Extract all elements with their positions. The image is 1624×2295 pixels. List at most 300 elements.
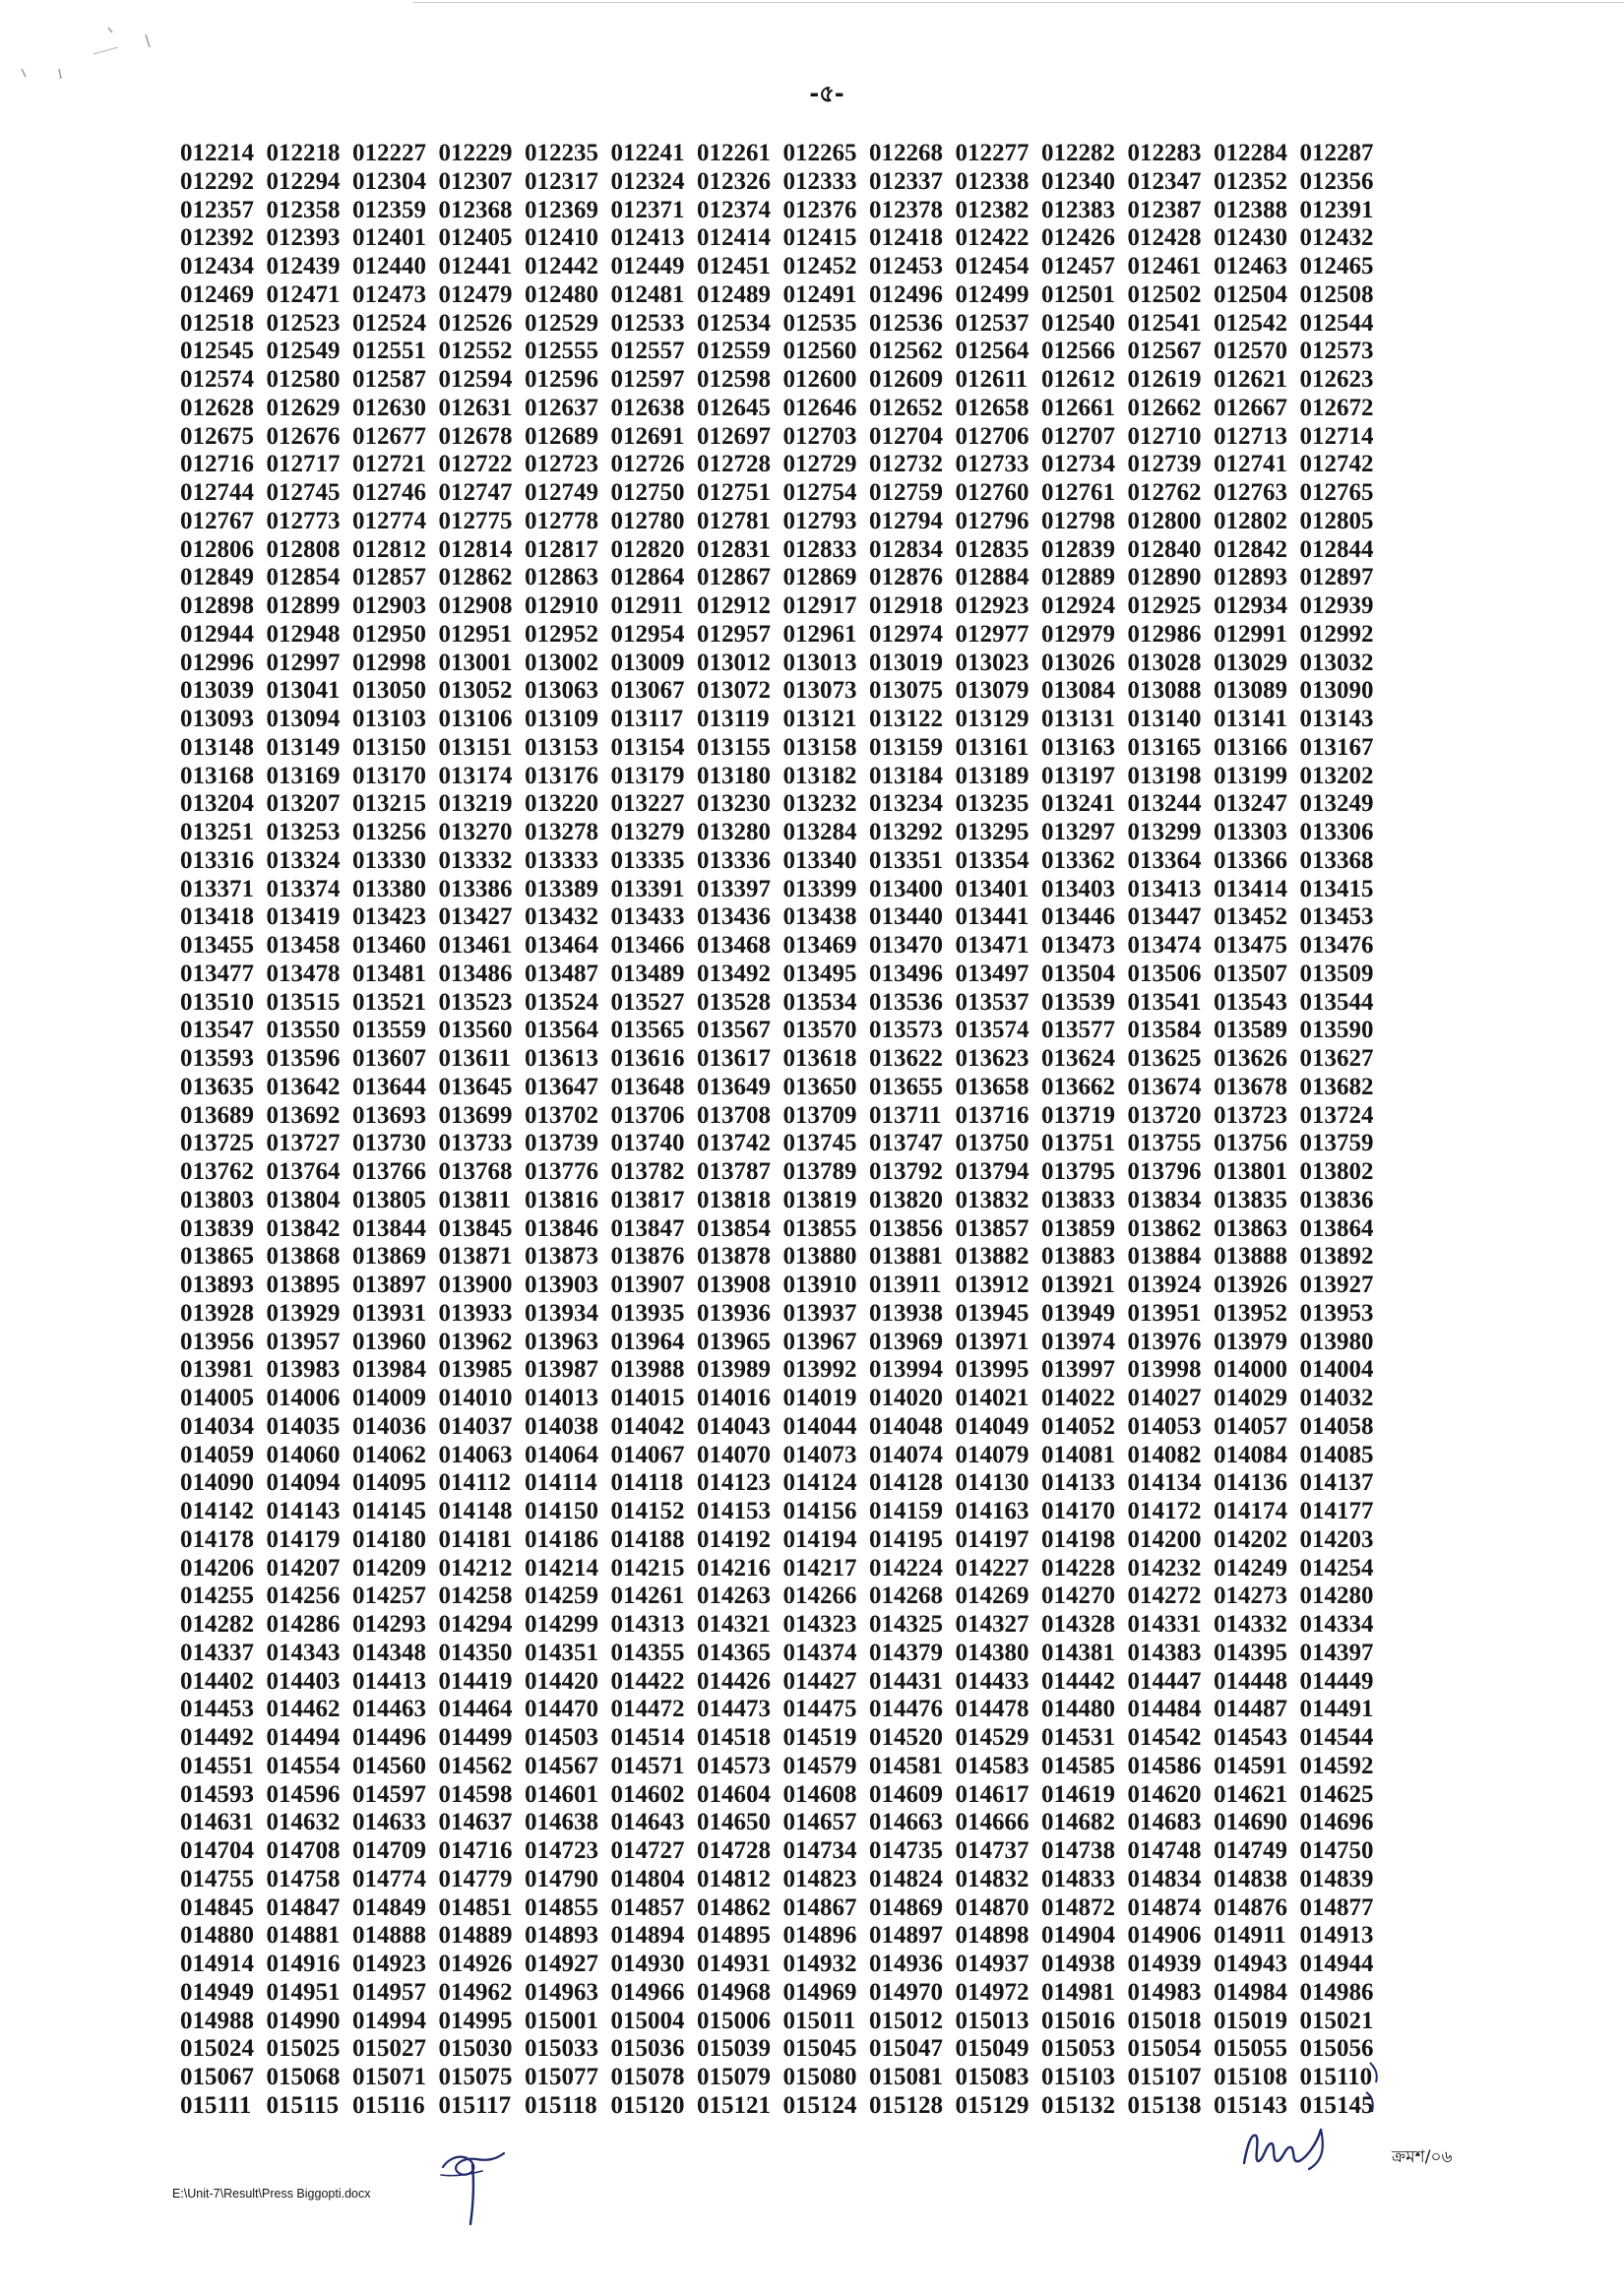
roll-number: 015039 [697,2035,771,2063]
roll-number: 014503 [525,1724,598,1751]
roll-number: 012908 [438,592,513,619]
roll-number: 012529 [525,309,598,337]
roll-number: 014282 [180,1611,254,1638]
roll-number: 014453 [180,1696,254,1723]
roll-number: 015021 [1299,2007,1374,2034]
roll-number: 012441 [438,253,513,279]
roll-number: 014609 [869,1780,943,1808]
roll-number: 014932 [782,1951,857,1977]
roll-number: 013441 [955,903,1030,931]
table-row [180,903,1391,932]
roll-number: 013613 [525,1045,598,1072]
roll-number: 012961 [782,620,857,648]
roll-number: 013832 [955,1186,1030,1213]
roll-number: 014294 [438,1611,513,1638]
roll-number: 013032 [1299,649,1374,676]
roll-number: 012326 [697,167,771,195]
roll-number: 013232 [782,790,857,818]
table-row [180,1187,1391,1215]
roll-number: 014021 [955,1385,1030,1411]
roll-number: 014723 [525,1837,598,1864]
roll-number: 012317 [525,167,598,195]
roll-number: 013745 [782,1130,857,1157]
roll-number: 012508 [1299,280,1374,308]
roll-number: 013635 [180,1073,254,1100]
roll-number: 014596 [266,1780,341,1808]
roll-number: 013397 [697,875,771,902]
roll-number: 013789 [782,1158,857,1185]
roll-number: 014970 [869,1978,943,2006]
roll-number: 012340 [1041,167,1115,195]
roll-number: 014177 [1299,1498,1374,1524]
roll-number: 014494 [266,1724,341,1751]
roll-number: 013742 [697,1130,771,1157]
roll-number: 013833 [1041,1186,1115,1213]
roll-number: 013351 [869,846,943,874]
roll-number: 014608 [782,1780,857,1808]
roll-number: 015118 [525,2091,597,2119]
roll-number: 013644 [352,1073,426,1100]
roll-number: 014207 [266,1554,341,1582]
roll-number: 012574 [180,366,254,393]
roll-number: 013332 [438,846,513,874]
roll-number: 012552 [438,338,513,365]
roll-number: 013278 [525,819,598,845]
roll-number: 013924 [1127,1272,1202,1298]
roll-number: 014261 [610,1582,685,1610]
roll-number: 015143 [1214,2091,1287,2119]
roll-number: 014217 [782,1554,857,1582]
table-row [180,451,1391,479]
roll-number: 013967 [782,1328,857,1355]
roll-number: 013678 [1214,1073,1287,1100]
roll-number: 012277 [955,140,1030,166]
roll-number: 012229 [438,140,513,166]
roll-number: 013908 [697,1272,771,1298]
roll-number: 013386 [438,875,513,902]
roll-number: 013960 [352,1328,426,1355]
roll-number: 012842 [1214,535,1287,563]
roll-number: 014212 [438,1554,513,1582]
roll-number: 015116 [352,2091,425,2119]
roll-number: 015049 [955,2035,1030,2063]
roll-number: 015132 [1041,2091,1115,2119]
roll-number: 013945 [955,1299,1030,1327]
roll-number: 012594 [438,366,513,393]
roll-number: 014449 [1299,1667,1374,1695]
table-row [180,197,1391,225]
roll-number-table [180,140,1391,2121]
roll-number: 012371 [610,196,685,223]
roll-number: 013998 [1127,1356,1202,1384]
roll-number: 012619 [1127,366,1202,393]
roll-number: 014990 [266,2007,341,2034]
roll-number: 014620 [1127,1780,1202,1808]
roll-number: 012869 [782,564,857,591]
roll-number: 012292 [180,167,254,195]
roll-number: 014137 [1299,1469,1374,1497]
roll-number: 013079 [955,677,1030,705]
roll-number: 012733 [955,451,1030,478]
roll-number: 012540 [1041,309,1115,337]
roll-number: 013577 [1041,1017,1115,1044]
roll-number: 012762 [1127,479,1202,506]
roll-number: 012750 [610,479,685,506]
roll-number: 012734 [1041,451,1115,478]
roll-number: 013543 [1214,988,1287,1016]
roll-number: 013478 [266,960,341,987]
roll-number: 013041 [266,677,341,705]
roll-number: 014492 [180,1724,254,1751]
roll-number: 013995 [955,1356,1030,1384]
roll-number: 012713 [1214,422,1287,450]
roll-number: 013976 [1127,1328,1202,1355]
roll-number: 012526 [438,309,513,337]
roll-number: 014487 [1214,1696,1287,1723]
roll-number: 013333 [525,846,598,874]
roll-number: 012479 [438,280,513,308]
roll-number: 014696 [1299,1809,1374,1836]
roll-number: 014904 [1041,1922,1115,1950]
roll-number: 013985 [438,1356,513,1384]
roll-number: 014476 [869,1696,943,1723]
roll-number: 014824 [869,1865,943,1892]
roll-number: 014016 [697,1385,771,1411]
roll-number: 012369 [525,196,598,223]
roll-number: 014020 [869,1385,943,1411]
roll-number: 013473 [1041,932,1115,959]
roll-number: 013335 [610,846,685,874]
roll-number: 014983 [1127,1978,1202,2006]
roll-number: 014269 [955,1582,1030,1610]
roll-number: 012549 [266,338,341,365]
roll-number: 014380 [955,1639,1030,1666]
roll-number: 012227 [352,140,426,166]
roll-number: 012469 [180,280,254,308]
roll-number: 014893 [525,1922,598,1950]
roll-number: 013989 [697,1356,771,1384]
roll-number: 013504 [1041,960,1115,987]
roll-number: 014215 [610,1554,685,1582]
roll-number: 013368 [1299,846,1374,874]
roll-number: 013709 [782,1101,857,1129]
table-row [180,1215,1391,1244]
roll-number: 013618 [782,1045,857,1072]
roll-number: 013094 [266,706,341,732]
roll-number: 014009 [352,1385,426,1411]
roll-number: 013747 [869,1130,943,1157]
roll-number: 014650 [697,1809,771,1836]
roll-number: 012566 [1041,338,1115,365]
roll-number: 014519 [782,1724,857,1751]
roll-number: 014118 [610,1469,684,1497]
table-row [180,1300,1391,1329]
roll-number: 012284 [1214,140,1287,166]
roll-number: 015111 [180,2091,252,2119]
roll-number: 013974 [1041,1328,1115,1355]
roll-number: 015071 [352,2064,426,2090]
roll-number: 014591 [1214,1752,1287,1779]
roll-number: 013795 [1041,1158,1115,1185]
roll-number: 013496 [869,960,943,987]
roll-number: 014180 [352,1525,426,1553]
roll-number: 014365 [697,1639,771,1666]
roll-number: 014475 [782,1696,857,1723]
table-row [180,1922,1391,1951]
roll-number: 013506 [1127,960,1202,987]
roll-number: 013733 [438,1130,513,1157]
roll-number: 014172 [1127,1498,1202,1524]
roll-number: 014198 [1041,1525,1115,1553]
roll-number: 013934 [525,1299,598,1327]
roll-number: 014560 [352,1752,426,1779]
roll-number: 013256 [352,819,426,845]
roll-number: 014943 [1214,1951,1287,1977]
roll-number: 013900 [438,1272,513,1298]
roll-number: 012453 [869,253,943,279]
roll-number: 014027 [1127,1385,1202,1411]
roll-number: 013103 [352,706,426,732]
roll-number: 014170 [1041,1498,1115,1524]
roll-number: 013023 [955,649,1030,676]
roll-number: 014812 [697,1865,771,1892]
roll-number: 012739 [1127,451,1202,478]
roll-number: 014845 [180,1893,254,1921]
table-row [180,479,1391,508]
roll-number: 014181 [438,1525,513,1553]
roll-number: 013764 [266,1158,341,1185]
roll-number: 013174 [438,762,513,789]
roll-number: 013475 [1214,932,1287,959]
roll-number: 014402 [180,1667,254,1695]
roll-number: 014849 [352,1893,426,1921]
roll-number: 013574 [955,1017,1030,1044]
roll-number: 014593 [180,1780,254,1808]
roll-number: 015012 [869,2007,943,2034]
roll-number: 012611 [955,366,1029,393]
roll-number: 013907 [610,1272,685,1298]
roll-number: 013227 [610,790,685,818]
roll-number: 014832 [955,1865,1030,1892]
roll-number: 014463 [352,1696,426,1723]
roll-number: 013220 [525,790,598,818]
roll-number: 012491 [782,280,857,308]
roll-number: 013084 [1041,677,1115,705]
roll-number: 012499 [955,280,1030,308]
roll-number: 013414 [1214,875,1287,902]
roll-number: 012726 [610,451,685,478]
table-row [180,1498,1391,1526]
roll-number: 014227 [955,1554,1030,1582]
roll-number: 012524 [352,309,426,337]
roll-number: 014022 [1041,1385,1115,1411]
roll-number: 014062 [352,1441,426,1468]
roll-number: 013121 [782,706,857,732]
signature-icon [433,2145,512,2229]
roll-number: 012717 [266,451,341,478]
roll-number: 013270 [438,819,513,845]
roll-number: 013039 [180,677,254,705]
roll-number: 013550 [266,1017,341,1044]
roll-number: 013951 [1127,1299,1202,1327]
roll-number: 013453 [1299,903,1374,931]
roll-number: 014554 [266,1752,341,1779]
roll-number: 013674 [1127,1073,1202,1100]
roll-number: 013189 [955,762,1030,789]
roll-number: 013073 [782,677,857,705]
roll-number: 012287 [1299,140,1374,166]
table-row [180,1724,1391,1753]
roll-number: 013179 [610,762,685,789]
roll-number: 012977 [955,620,1030,648]
roll-number: 013446 [1041,903,1115,931]
roll-number: 012761 [1041,479,1115,506]
roll-number: 012667 [1214,394,1287,421]
roll-number: 013366 [1214,846,1287,874]
roll-number: 012537 [955,309,1030,337]
roll-number: 013362 [1041,846,1115,874]
table-row [180,338,1391,366]
roll-number: 013180 [697,762,771,789]
roll-number: 012903 [352,592,426,619]
roll-number: 014006 [266,1385,341,1411]
continuation-note: ক্রমশ/০৬ [1392,2147,1453,2167]
roll-number: 013994 [869,1356,943,1384]
roll-number: 012944 [180,620,254,648]
table-row [180,1866,1391,1894]
roll-number: 014152 [610,1498,685,1524]
roll-number: 014834 [1127,1865,1202,1892]
roll-number: 012382 [955,196,1030,223]
roll-number: 014637 [438,1809,513,1836]
roll-number: 012800 [1127,507,1202,534]
roll-number: 014779 [438,1865,513,1892]
roll-number: 014573 [697,1752,771,1779]
roll-number: 014081 [1041,1441,1115,1468]
roll-number: 013244 [1127,790,1202,818]
roll-number: 013253 [266,819,341,845]
roll-number: 012899 [266,592,341,619]
roll-number: 013303 [1214,819,1287,845]
roll-number: 013857 [955,1214,1030,1242]
roll-number: 013161 [955,733,1030,761]
roll-number: 013251 [180,819,254,845]
roll-number: 014114 [525,1469,597,1497]
roll-number: 013001 [438,649,513,676]
roll-number: 014153 [697,1498,771,1524]
roll-number: 014178 [180,1525,254,1553]
table-row [180,253,1391,281]
roll-number: 015120 [610,2091,685,2119]
roll-number: 012401 [352,224,426,252]
roll-number: 013169 [266,762,341,789]
roll-number: 015045 [782,2035,857,2063]
roll-number: 012741 [1214,451,1287,478]
roll-number: 014224 [869,1554,943,1582]
table-row [180,876,1391,904]
roll-number: 014216 [697,1554,771,1582]
roll-number: 015027 [352,2035,426,2063]
roll-number: 012998 [352,649,426,676]
table-row [180,706,1391,734]
roll-number: 013464 [525,932,598,959]
roll-number: 014923 [352,1951,426,1977]
roll-number: 012630 [352,394,426,421]
roll-number: 012415 [782,224,857,252]
roll-number: 012662 [1127,394,1202,421]
table-row [180,1979,1391,2008]
roll-number: 013131 [1041,706,1115,732]
roll-number: 013724 [1299,1101,1374,1129]
roll-number: 013962 [438,1328,513,1355]
roll-number: 013897 [352,1272,426,1298]
roll-number: 012710 [1127,422,1202,450]
roll-number: 014631 [180,1809,254,1836]
roll-number: 013198 [1127,762,1202,789]
roll-number: 013740 [610,1130,685,1157]
roll-number: 013702 [525,1101,598,1129]
roll-number: 013689 [180,1101,254,1129]
roll-number: 012986 [1127,620,1202,648]
table-row [180,423,1391,452]
roll-number: 013544 [1299,988,1374,1016]
roll-number: 013481 [352,960,426,987]
roll-number: 013928 [180,1299,254,1327]
roll-number: 014379 [869,1639,943,1666]
roll-number: 014343 [266,1639,341,1666]
roll-number: 013469 [782,932,857,959]
roll-number: 015025 [266,2035,341,2063]
roll-number: 014038 [525,1412,598,1440]
roll-number: 014758 [266,1865,341,1892]
roll-number: 013050 [352,677,426,705]
roll-number: 012767 [180,507,254,534]
roll-number: 012523 [266,309,341,337]
roll-number: 014617 [955,1780,1030,1808]
roll-number: 013165 [1127,733,1202,761]
table-row [180,1951,1391,1979]
roll-number: 012729 [782,451,857,478]
roll-number: 012418 [869,224,943,252]
roll-number: 014869 [869,1893,943,1921]
table-row [180,536,1391,565]
roll-number: 012912 [697,592,771,619]
signature-icon [1238,2124,1332,2175]
roll-number: 013336 [697,846,771,874]
roll-number: 013846 [525,1214,598,1242]
roll-number: 013154 [610,733,685,761]
roll-number: 013534 [782,988,857,1016]
roll-number: 012745 [266,479,341,506]
roll-number: 012934 [1214,592,1287,619]
roll-number: 015079 [697,2064,771,2090]
table-row [180,1640,1391,1668]
table-row [180,140,1391,168]
roll-number: 014542 [1127,1724,1202,1751]
roll-number: 013026 [1041,649,1115,676]
roll-number: 013106 [438,706,513,732]
roll-number: 012307 [438,167,513,195]
roll-number: 013012 [697,649,771,676]
roll-number: 014579 [782,1752,857,1779]
roll-number: 013766 [352,1158,426,1185]
roll-number: 014988 [180,2007,254,2034]
table-row [180,508,1391,536]
roll-number: 014426 [697,1667,771,1695]
roll-number: 014543 [1214,1724,1287,1751]
roll-number: 013029 [1214,649,1287,676]
roll-number: 015019 [1214,2007,1287,2034]
